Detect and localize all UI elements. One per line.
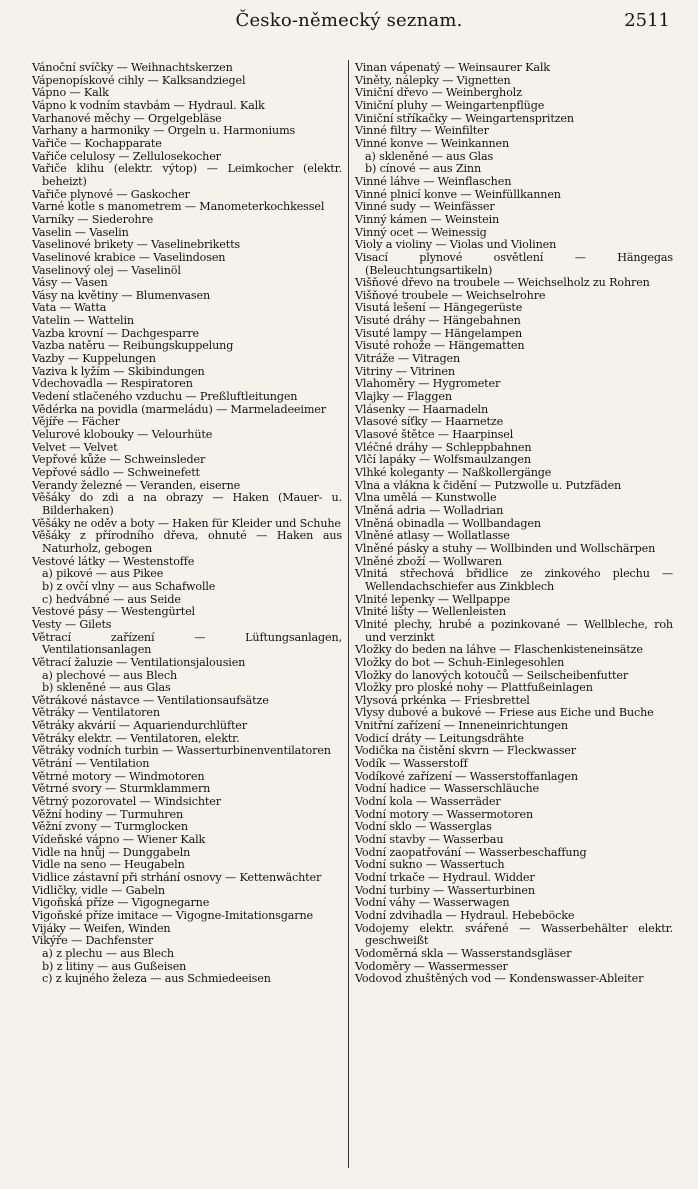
- dictionary-entry: Vlna umělá — Kunstwolle: [355, 491, 497, 505]
- left-column: [32, 62, 342, 986]
- dictionary-entry: Vědérka na povidla (marmeládu) — Marmeladeeimer: [32, 402, 326, 416]
- dictionary-entry: Větrací žaluzie — Ventilationsjalousien: [32, 655, 246, 669]
- dictionary-entry: Větrné motory — Windmotoren: [32, 769, 205, 783]
- dictionary-entry: Vinan vápenatý — Weinsaurer Kalk: [355, 61, 550, 74]
- dictionary-entry: Vinný ocet — Weinessig: [355, 225, 487, 239]
- dictionary-entry: Větrání — Ventilation: [32, 757, 150, 771]
- dictionary-entry: Vodojemy elektr. svářené — Wasserbehälter elektr. geschweißt: [355, 921, 673, 948]
- dictionary-entry: Viniční dřevo — Weinbergholz: [355, 86, 522, 100]
- dictionary-entry: Vijáky — Weifen, Winden: [32, 921, 171, 935]
- dictionary-entry: Verandy železné — Veranden, eiserne: [32, 478, 241, 492]
- dictionary-entry: Varhany a harmoniky — Orgeln u. Harmoniums: [32, 124, 296, 138]
- dictionary-entry: Vodík — Wasserstoff: [355, 757, 468, 771]
- dictionary-entry: Viniční pluhy — Weingartenpflüge: [355, 98, 545, 112]
- page-title: Česko-německý seznam.: [235, 10, 463, 31]
- dictionary-entry: Vložky do lanových kotoučů — Seilscheibenfutter: [355, 668, 629, 682]
- dictionary-entry: Vidlice zástavní při strhání osnovy — Kettenwächter: [32, 871, 322, 884]
- dictionary-entry: Věšáky ne oděv a boty — Haken für Kleider und Schuhe: [32, 516, 341, 530]
- dictionary-entry: Višňové troubele — Weichselrohre: [355, 288, 546, 302]
- dictionary-entry: Visuté lampy — Hängelampen: [355, 326, 523, 340]
- dictionary-entry: Vídeňské vápno — Wiener Kalk: [32, 833, 206, 847]
- dictionary-entry: b) cínové — aus Zinn: [365, 162, 482, 176]
- dictionary-entry: Vodní hadice — Wasserschläuche: [355, 782, 539, 796]
- dictionary-entry: Višňové dřevo na troubele — Weichselholz zu Rohren: [355, 276, 650, 290]
- dictionary-entry: b) z litiny — aus Gußeisen: [42, 959, 187, 973]
- dictionary-entry: Vařiče plynové — Gaskocher: [32, 187, 190, 201]
- dictionary-entry: Vatelin — Wattelin: [32, 314, 134, 328]
- dictionary-entry: Větrákové nástavce — Ventilationsaufsätze: [32, 693, 269, 707]
- dictionary-entry: Vodoměrná skla — Wasserstandsgläser: [355, 946, 572, 960]
- column-divider: [348, 60, 349, 1168]
- dictionary-entry: Vlnité lišty — Wellenleisten: [355, 605, 506, 619]
- dictionary-entry: Vodní turbiny — Wasserturbinen: [355, 883, 535, 897]
- dictionary-entry: Věšáky z přírodního dřeva, ohnuté — Haken aus Naturholz, gebogen: [32, 529, 342, 555]
- dictionary-entry: Velvet — Velvet: [32, 440, 118, 454]
- dictionary-entry: Vodička na čistění skvrn — Fleckwasser: [355, 744, 576, 758]
- dictionary-entry: Vložky do bot — Schuh-Einlegesohlen: [355, 655, 565, 669]
- dictionary-entry: Vodní váhy — Wasserwagen: [355, 896, 510, 910]
- dictionary-entry: Vikýře — Dachfenster: [32, 934, 154, 948]
- dictionary-entry: Vařiče klihu (elektr. výtop) — Leimkocher (elektr. beheizt): [32, 162, 342, 188]
- dictionary-entry: Vlna a vlákna k čidění — Putzwolle u. Putzfäden: [355, 478, 622, 492]
- dictionary-entry: Vaselinové brikety — Vaselinebriketts: [32, 238, 241, 252]
- dictionary-entry: Vinné konve — Weinkannen: [355, 136, 510, 150]
- dictionary-entry: c) hedvábné — aus Seide: [42, 592, 181, 606]
- dictionary-entry: Vodní sklo — Wasserglas: [355, 820, 492, 834]
- dictionary-entry: Vařiče — Kochapparate: [32, 136, 162, 150]
- dictionary-entry: Vedení stlačeného vzduchu — Preßluftleitungen: [32, 390, 298, 404]
- dictionary-entry: Vestové látky — Westenstoffe: [32, 554, 195, 568]
- dictionary-entry: Vidle na seno — Heugabeln: [32, 858, 185, 872]
- dictionary-entry: Větráky elektr. — Ventilatoren, elektr.: [32, 731, 240, 745]
- dictionary-entry: Vodní zdvihadla — Hydraul. Hebeböcke: [355, 908, 575, 922]
- dictionary-entry: Vata — Watta: [32, 301, 107, 315]
- dictionary-entry: Vlysová prkénka — Friesbrettel: [355, 693, 530, 707]
- dictionary-entry: Vlajky — Flaggen: [355, 390, 452, 404]
- dictionary-entry: Varhanové měchy — Orgelgebläse: [32, 111, 222, 125]
- dictionary-entry: Vlněné pásky a stuhy — Wollbinden und Wollschärpen: [355, 541, 656, 555]
- dictionary-entry: Vlněná obinadla — Wollbandagen: [355, 516, 541, 530]
- dictionary-entry: Vidličky, vidle — Gabeln: [32, 883, 165, 897]
- dictionary-entry: Vepřové kůže — Schweinsleder: [32, 453, 206, 467]
- dictionary-entry: Vnitřní zařízení — Inneneinrichtungen: [355, 719, 568, 733]
- dictionary-entry: Vlnité plechy, hrubé a pozinkované — Wellbleche, roh und verzinkt: [355, 617, 673, 644]
- dictionary-entry: Vestové pásy — Westengürtel: [32, 605, 195, 619]
- dictionary-entry: Věžní hodiny — Turmuhren: [32, 807, 184, 821]
- dictionary-entry: b) z ovčí vlny — aus Schafwolle: [42, 579, 216, 593]
- dictionary-entry: Větrné svory — Sturmklammern: [32, 782, 211, 796]
- dictionary-entry: Vidle na hnůj — Dunggabeln: [32, 845, 191, 859]
- dictionary-entry: Vitriny — Vitrinen: [355, 364, 455, 378]
- dictionary-entry: Vlahoměry — Hygrometer: [355, 377, 501, 391]
- dictionary-entry: a) pikové — aus Pikee: [42, 567, 164, 581]
- dictionary-entry: Varné kotle s manometrem — Manometerkochkessel: [32, 200, 325, 214]
- dictionary-entry: Vložky do beden na láhve — Flaschenkisteneinsätze: [355, 643, 643, 657]
- dictionary-entry: a) plechové — aus Blech: [42, 668, 178, 682]
- dictionary-entry: Vlásenky — Haarnadeln: [355, 402, 489, 416]
- dictionary-entry: Vodovod zhuštěných vod — Kondenswasser-Ableiter: [355, 972, 644, 986]
- page-number: 2511: [624, 10, 670, 31]
- dictionary-entry: Vigoňské příze imitace — Vigogne-Imitationsgarne: [32, 908, 313, 922]
- dictionary-entry: Vazby — Kuppelungen: [32, 352, 156, 366]
- dictionary-entry: Vinné sudy — Weinfässer: [355, 200, 495, 214]
- dictionary-entry: b) skleněné — aus Glas: [42, 681, 171, 695]
- dictionary-entry: Vlčí lapáky — Wolfsmaulzangen: [355, 453, 531, 467]
- dictionary-entry: Vlhké koleganty — Naßkollergänge: [355, 466, 552, 479]
- dictionary-entry: a) z plechu — aus Blech: [42, 946, 174, 960]
- dictionary-entry: Vápno k vodním stavbám — Hydraul. Kalk: [32, 98, 265, 112]
- dictionary-entry: Vlysy dubové a bukové — Friese aus Eiche und Buche: [355, 706, 654, 720]
- dictionary-entry: Vaziva k lyžím — Skibindungen: [32, 364, 205, 378]
- dictionary-entry: Vazba natěru — Reibungskuppelung: [32, 339, 234, 353]
- dictionary-entry: Větráky — Ventilatoren: [32, 706, 160, 720]
- right-column: [355, 62, 673, 986]
- dictionary-entry: Vlněná adria — Wolladrian: [355, 503, 504, 517]
- dictionary-entry: Vodoměry — Wassermesser: [355, 959, 508, 973]
- dictionary-entry: Vějíře — Fächer: [32, 415, 120, 429]
- dictionary-entry: Vesty — Gilets: [32, 617, 112, 631]
- dictionary-entry: Vodní motory — Wassermotoren: [355, 807, 534, 821]
- dictionary-entry: Vložky pro ploské nohy — Plattfußeinlagen: [355, 681, 593, 695]
- dictionary-entry: Visutá lešení — Hängegerüste: [355, 301, 523, 315]
- dictionary-entry: Větráky vodních turbin — Wasserturbinenventilatoren: [32, 744, 331, 758]
- dictionary-entry: Vepřové sádlo — Schweinefett: [32, 466, 200, 479]
- dictionary-entry: Vinné plnicí konve — Weinfüllkannen: [355, 187, 561, 201]
- dictionary-entry: Vazba krovní — Dachgesparre: [32, 326, 200, 340]
- dictionary-entry: Vigoňská příze — Vigognegarne: [32, 896, 210, 910]
- dictionary-entry: Varníky — Siederohre: [32, 212, 154, 226]
- dictionary-entry: Visuté rohože — Hängematten: [355, 339, 525, 353]
- dictionary-entry: Vásy na květiny — Blumenvasen: [32, 288, 211, 302]
- dictionary-entry: Visací plynové osvětlení — Hängegas (Beleuchtungsartikeln): [355, 250, 673, 277]
- dictionary-entry: Vodní trkače — Hydraul. Widder: [355, 871, 535, 884]
- dictionary-entry: Vaselin — Vaselin: [32, 225, 129, 239]
- dictionary-entry: Větráky akvárií — Aquariendurchlüfter: [32, 719, 247, 733]
- dictionary-entry: Vlasové štětce — Haarpinsel: [355, 428, 514, 442]
- dictionary-entry: Vodní sukno — Wassertuch: [355, 858, 505, 872]
- dictionary-entry: Vodní kola — Wasserräder: [355, 795, 501, 809]
- dictionary-entry: Vodíkové zařízení — Wasserstoffanlagen: [355, 769, 578, 783]
- dictionary-entry: Věžní zvony — Turmglocken: [32, 820, 188, 834]
- dictionary-entry: Vlnité lepenky — Wellpappe: [355, 592, 510, 606]
- dictionary-entry: Viniční stříkačky — Weingartenspritzen: [355, 111, 574, 125]
- dictionary-entry: Vlněné zboží — Wollwaren: [355, 554, 502, 568]
- dictionary-entry: Velurové klobouky — Velourhüte: [32, 428, 213, 442]
- dictionary-entry: Visuté dráhy — Hängebahnen: [355, 314, 521, 328]
- dictionary-entry: Vodicí dráty — Leitungsdrähte: [355, 731, 524, 745]
- dictionary-entry: Vařiče celulosy — Zellulosekocher: [32, 149, 221, 163]
- page-header: [0, 10, 698, 40]
- dictionary-entry: Vléčné dráhy — Schleppbahnen: [355, 440, 532, 454]
- dictionary-entry: Vinné filtry — Weinfilter: [355, 124, 489, 138]
- dictionary-entry: Vlněné atlasy — Wollatlasse: [355, 529, 510, 543]
- dictionary-entry: Vlasové síťky — Haarnetze: [355, 415, 504, 429]
- dictionary-entry: Vinný kámen — Weinstein: [355, 212, 500, 226]
- dictionary-entry: Vánoční svíčky — Weihnachtskerzen: [32, 61, 233, 74]
- dictionary-entry: Vdechovadla — Respiratoren: [32, 377, 193, 391]
- dictionary-entry: a) skleněné — aus Glas: [365, 149, 494, 163]
- dictionary-entry: Viněty, nálepky — Vignetten: [355, 73, 511, 87]
- dictionary-entry: Vápenopískové cihly — Kalksandziegel: [32, 73, 246, 87]
- dictionary-entry: Vásy — Vasen: [32, 276, 108, 290]
- dictionary-entry: Vaselinové krabice — Vaselindosen: [32, 250, 226, 264]
- dictionary-entry: Vodní zaopatřování — Wasserbeschaffung: [355, 845, 587, 859]
- dictionary-entry: Vinné láhve — Weinflaschen: [355, 174, 512, 188]
- dictionary-entry: Vitráže — Vitragen: [355, 352, 461, 366]
- dictionary-entry: Větrný pozorovatel — Windsichter: [32, 795, 221, 809]
- dictionary-entry: Větrací zařízení — Lüftungsanlagen, Ventilationsanlagen: [32, 630, 342, 657]
- dictionary-entry: Violy a violiny — Violas und Violinen: [355, 238, 557, 252]
- dictionary-entry: c) z kujného železa — aus Schmiedeeisen: [42, 972, 271, 986]
- dictionary-entry: Vlnitá střechová břidlice ze zinkového plechu — Wellendachschiefer aus Zinkblech: [355, 567, 673, 593]
- dictionary-entry: Vaselinový olej — Vaselinöl: [32, 263, 181, 277]
- dictionary-entry: Věšáky do zdi a na obrazy — Haken (Mauer- u. Bilderhaken): [32, 491, 342, 517]
- dictionary-entry: Vodní stavby — Wasserbau: [355, 833, 504, 847]
- dictionary-entry: Vápno — Kalk: [32, 86, 109, 100]
